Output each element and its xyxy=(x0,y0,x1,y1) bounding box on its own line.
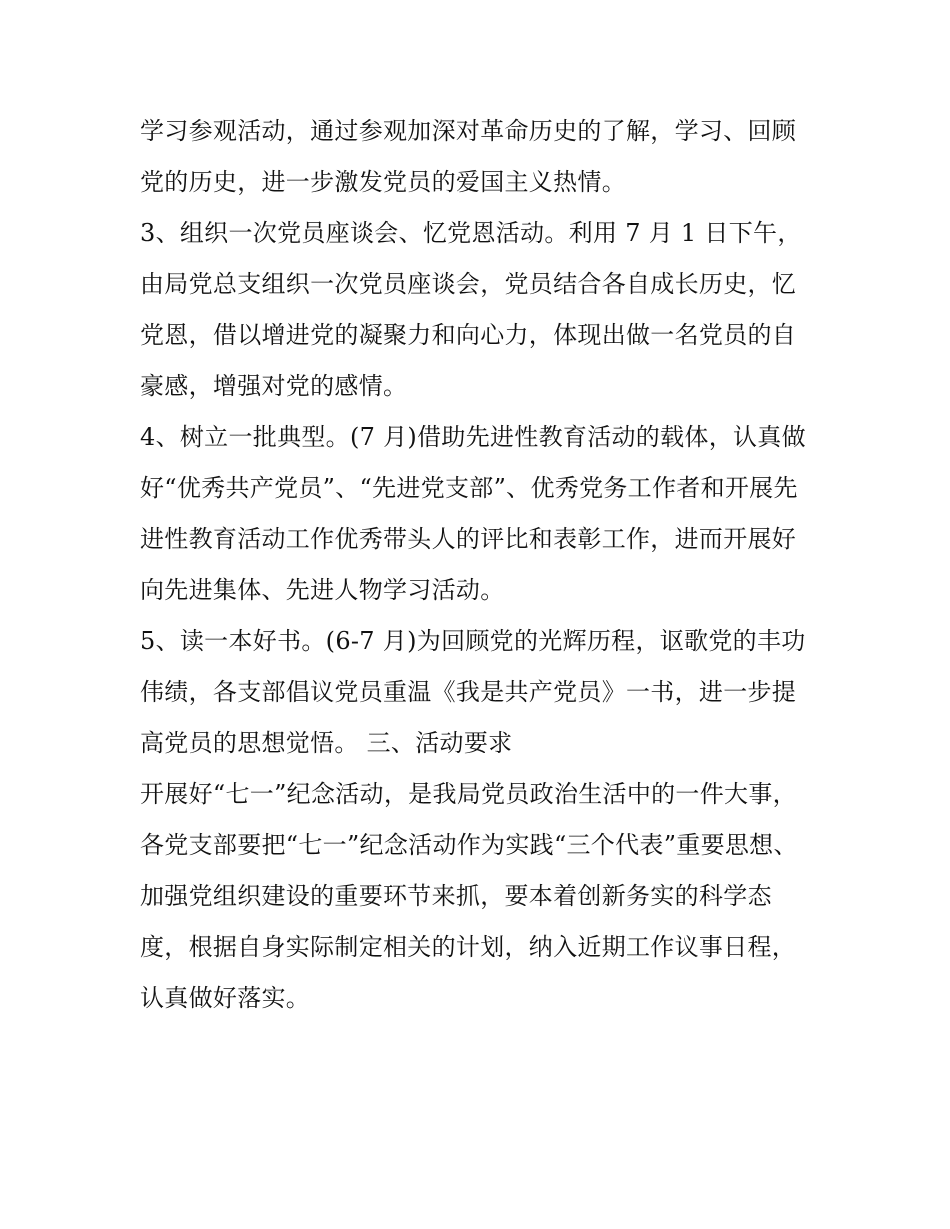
text-line: 党恩，借以增进党的凝聚力和向心力，体现出做一名党员的自 xyxy=(140,321,797,349)
text-line: 学习参观活动，通过参观加深对革命历史的了解，学习、回顾 xyxy=(140,117,797,145)
text-line: 高党员的思想觉悟。 三、活动要求 xyxy=(140,729,513,757)
text-line: 5、读一本好书。(6-7 月)为回顾党的光辉历程，讴歌党的丰功 xyxy=(140,627,806,655)
text-line: 党的历史，进一步激发党员的爱国主义热情。 xyxy=(140,168,626,196)
text-line: 加强党组织建设的重要环节来抓，要本着创新务实的科学态 xyxy=(140,882,772,910)
text-line: 好“优秀共产党员”、“先进党支部”、优秀党务工作者和开展先 xyxy=(140,474,798,502)
text-line: 豪感，增强对党的感情。 xyxy=(140,372,408,400)
text-line: 由局党总支组织一次党员座谈会，党员结合各自成长历史，忆 xyxy=(140,270,797,298)
text-line: 伟绩，各支部倡议党员重温《我是共产党员》一书，进一步提 xyxy=(140,678,797,706)
text-line: 开展好“七一”纪念活动，是我局党员政治生活中的一件大事， xyxy=(140,780,797,808)
document-body xyxy=(140,106,840,1024)
text-line: 度，根据自身实际制定相关的计划，纳入近期工作议事日程， xyxy=(140,933,797,961)
text-line: 认真做好落实。 xyxy=(140,984,311,1012)
text-line: 向先进集体、先进人物学习活动。 xyxy=(140,576,505,604)
text-line: 4、树立一批典型。(7 月)借助先进性教育活动的载体，认真做 xyxy=(140,423,806,451)
text-line: 进性教育活动工作优秀带头人的评比和表彰工作，进而开展好 xyxy=(140,525,797,553)
text-line: 各党支部要把“七一”纪念活动作为实践“三个代表”重要思想、 xyxy=(140,831,798,859)
text-line: 3、组织一次党员座谈会、忆党恩活动。利用 7 月 1 日下午， xyxy=(140,219,802,247)
